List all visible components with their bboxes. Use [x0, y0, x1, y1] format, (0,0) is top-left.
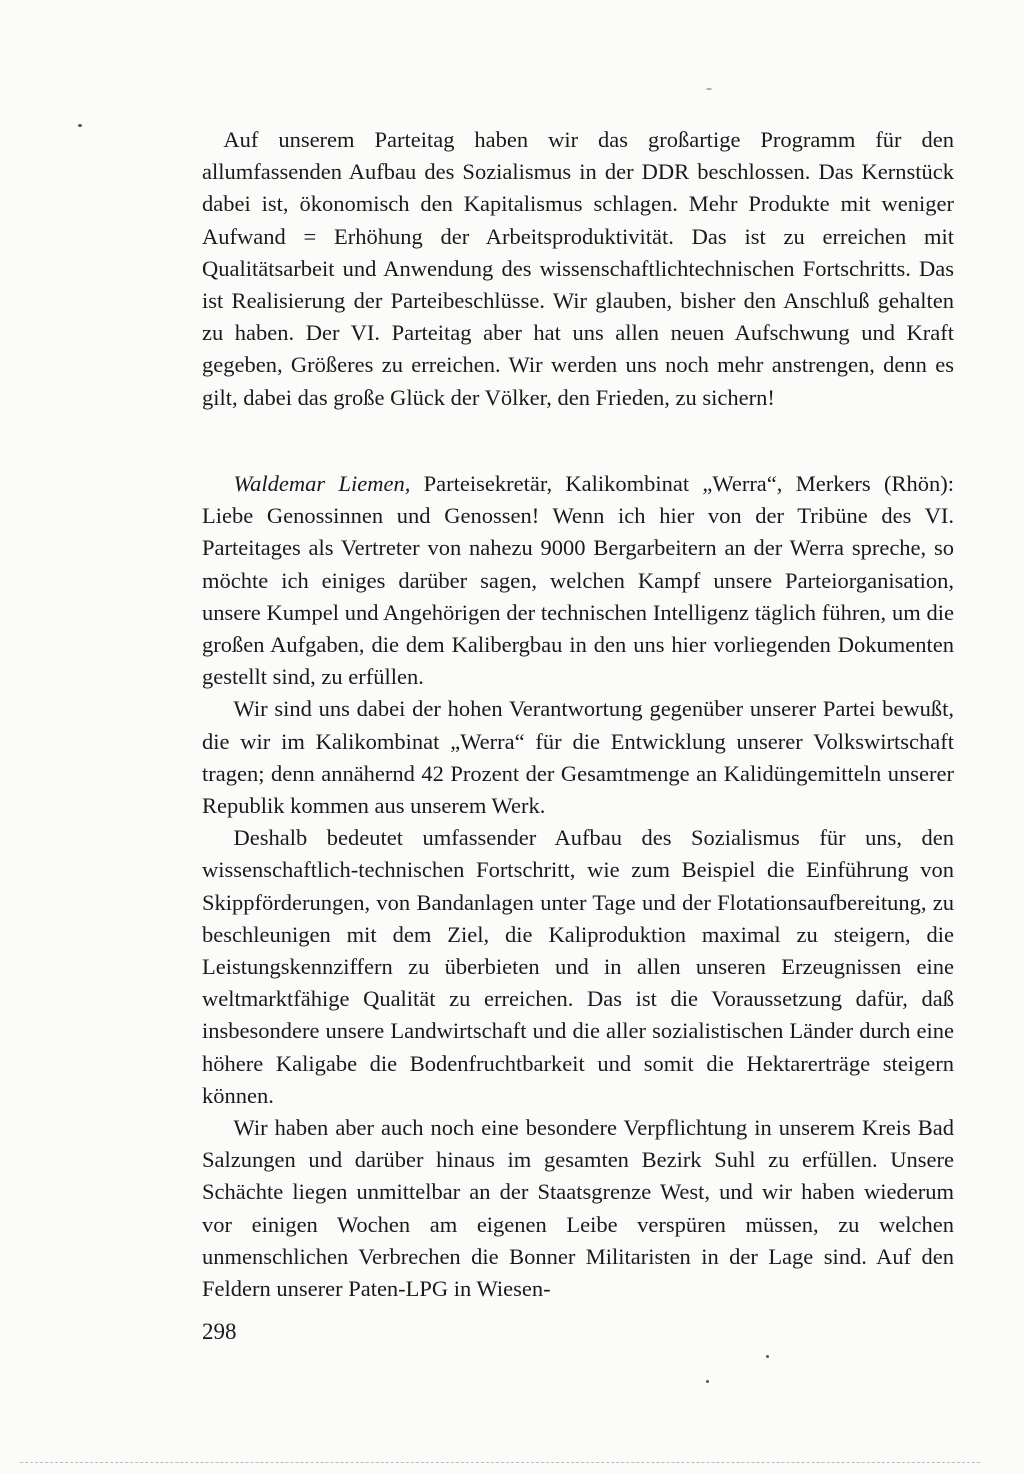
print-speck — [706, 88, 712, 90]
scan-edge-line — [20, 1462, 980, 1463]
print-speck — [78, 124, 82, 127]
paragraph-3: Wir sind uns dabei der hohen Verantwortung gegenüber unserer Partei bewußt, die wir im Kalikombinat „Werra“ für die Entwicklung unserer Volkswirtschaft tragen; denn annähernd 42 Prozent der Gesamtmenge an Kalidüngemitteln unserer Republik kommen aus unserem Werk. — [202, 696, 954, 819]
speaker-name: Waldemar Liemen, — [233, 471, 411, 496]
page-number: 298 — [202, 1319, 237, 1344]
paragraph-4: Deshalb bedeutet umfassender Aufbau des Sozialismus für uns, den wissenschaftlich-technischen Fortschritt, wie zum Beispiel die Einführung von Skippförderungen, von Bandanlagen unter Tage und der Flotationsaufbereitung, zu beschleunigen mit dem Ziel, die Kaliproduktion maximal zu steigern, die Leistungskennziffern zu überbieten und in allen unseren Erzeugnissen eine weltmarktfähige Qualität zu erreichen. Das ist die Voraussetzung dafür, daß insbesondere unsere Landwirtschaft und die aller sozialistischen Länder durch eine höhere Kaligabe die Bodenfruchtbarkeit und somit die Hektarerträge steigern können. — [202, 825, 954, 1108]
text-section-2 — [202, 468, 954, 1305]
text-section-1 — [202, 124, 954, 414]
paragraph-speech-start — [202, 468, 954, 693]
print-speck — [766, 1355, 769, 1358]
paragraph-5: Wir haben aber auch noch eine besondere Verpflichtung in unserem Kreis Bad Salzungen und darüber hinaus im gesamten Bezirk Suhl zu erfüllen. Unsere Schächte liegen unmittelbar an der Staatsgrenze West, und wir haben wiederum vor einigen Wochen am eigenen Leibe verspüren müssen, zu welchen unmenschlichen Verbrechen die Bonner Militaristen in der Lage sind. Auf den Feldern unserer Paten-LPG in Wiesen- — [202, 1115, 954, 1302]
paragraph-2: Parteisekretär, Kalikombinat „Werra“, Merkers (Rhön): Liebe Genossinnen und Genossen! Wenn ich hier von der Tribüne des VI. Parteitages als Vertreter von nahezu 9000 Bergarbeitern an der Werra spreche, so möchte ich einiges darüber sagen, welchen Kampf unsere Parteiorganisation, unsere Kumpel und Angehörigen der technischen Intelligenz täglich führen, um die großen Aufgaben, die dem Kalibergbau in den uns hier vorliegenden Dokumenten gestellt sind, zu erfüllen. — [202, 471, 954, 690]
print-speck — [706, 1380, 709, 1383]
paragraph-1: Auf unserem Parteitag haben wir das großartige Programm für den allumfassenden Aufbau des Sozialismus in der DDR beschlossen. Das Kernstück dabei ist, ökonomisch den Kapitalismus schlagen. Mehr Produkte mit weniger Aufwand = Erhöhung der Arbeitsproduktivität. Das ist zu erreichen mit Qualitätsarbeit und Anwendung des wissenschaftlichtechnischen Fortschritts. Das ist Realisierung der Parteibeschlüsse. Wir glauben, bisher den Anschluß gehalten zu haben. Der VI. Parteitag aber hat uns allen neuen Aufschwung und Kraft gegeben, Größeres zu erreichen. Wir werden uns noch mehr anstrengen, denn es gilt, dabei das große Glück der Völker, den Frieden, zu sichern! — [202, 127, 954, 410]
